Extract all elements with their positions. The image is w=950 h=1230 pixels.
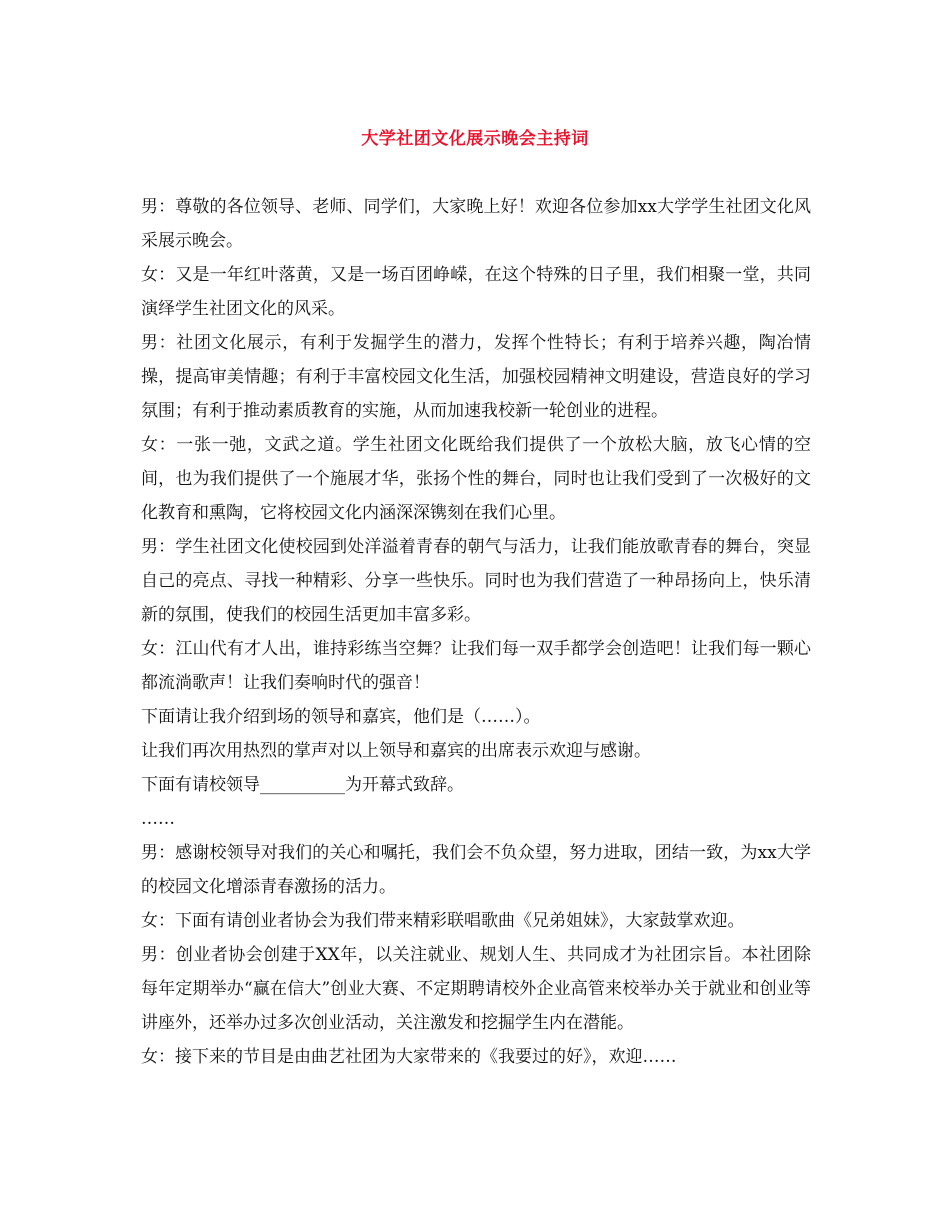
document-title: 大学社团文化展示晚会主持词 xyxy=(361,129,589,149)
paragraph: 让我们再次用热烈的掌声对以上领导和嘉宾的出席表示欢迎与感谢。 xyxy=(141,741,651,761)
paragraph: 女：一张一弛，文武之道。学生社团文化既给我们提供了一个放松大脑，放飞心情的空间，也为我们提供了一个施展才华，张扬个性的舞台，同时也让我们受到了一次极好的文化教育和熏陶，它将校园文化内涵深深镌刻在我们心里。 xyxy=(141,435,811,523)
paragraph: 下面有请校领导__________为开幕式致辞。 xyxy=(141,775,464,795)
ellipsis-line: …… xyxy=(141,809,175,829)
paragraph: 女：下面有请创业者协会为我们带来精彩联唱歌曲《兄弟姐妹》，大家鼓掌欢迎。 xyxy=(141,911,745,931)
paragraph: 男：创业者协会创建于XX年，以关注就业、规划人生、共同成才为社团宗旨。本社团除每年定期举办“赢在信大”创业大赛、不定期聘请校外企业高管来校举办关于就业和创业等讲座外，还举办过多次创业活动，关注激发和挖掘学生内在潜能。 xyxy=(141,945,811,1033)
paragraph: 男：社团文化展示，有利于发掘学生的潜力，发挥个性特长；有利于培养兴趣，陶冶情操，提高审美情趣；有利于丰富校园文化生活，加强校园精神文明建设，营造良好的学习氛围；有利于推动素质教育的实施，从而加速我校新一轮创业的进程。 xyxy=(141,333,811,421)
paragraph: 女：接下来的节目是由曲艺社团为大家带来的《我要过的好》，欢迎…… xyxy=(141,1047,677,1067)
paragraph: 女：又是一年红叶落黄，又是一场百团峥嵘，在这个特殊的日子里，我们相聚一堂，共同演绎学生社团文化的风采。 xyxy=(141,265,811,319)
paragraph: 女：江山代有才人出，谁持彩练当空舞？让我们每一双手都学会创造吧！让我们每一颗心都流淌歌声！让我们奏响时代的强音！ xyxy=(141,639,811,693)
paragraph: 男：学生社团文化使校园到处洋溢着青春的朝气与活力，让我们能放歌青春的舞台，突显自己的亮点、寻找一种精彩、分享一些快乐。同时也为我们营造了一种昂扬向上，快乐清新的氛围，使我们的校园生活更加丰富多彩。 xyxy=(141,537,811,625)
document-body xyxy=(141,190,811,1074)
paragraph: 男：尊敬的各位领导、老师、同学们，大家晚上好！欢迎各位参加xx大学学生社团文化风采展示晚会。 xyxy=(141,197,811,251)
paragraph: 男：感谢校领导对我们的关心和嘱托，我们会不负众望，努力进取，团结一致，为xx大学的校园文化增添青春激扬的活力。 xyxy=(141,843,811,897)
paragraph: 下面请让我介绍到场的领导和嘉宾，他们是（……）。 xyxy=(141,707,541,727)
